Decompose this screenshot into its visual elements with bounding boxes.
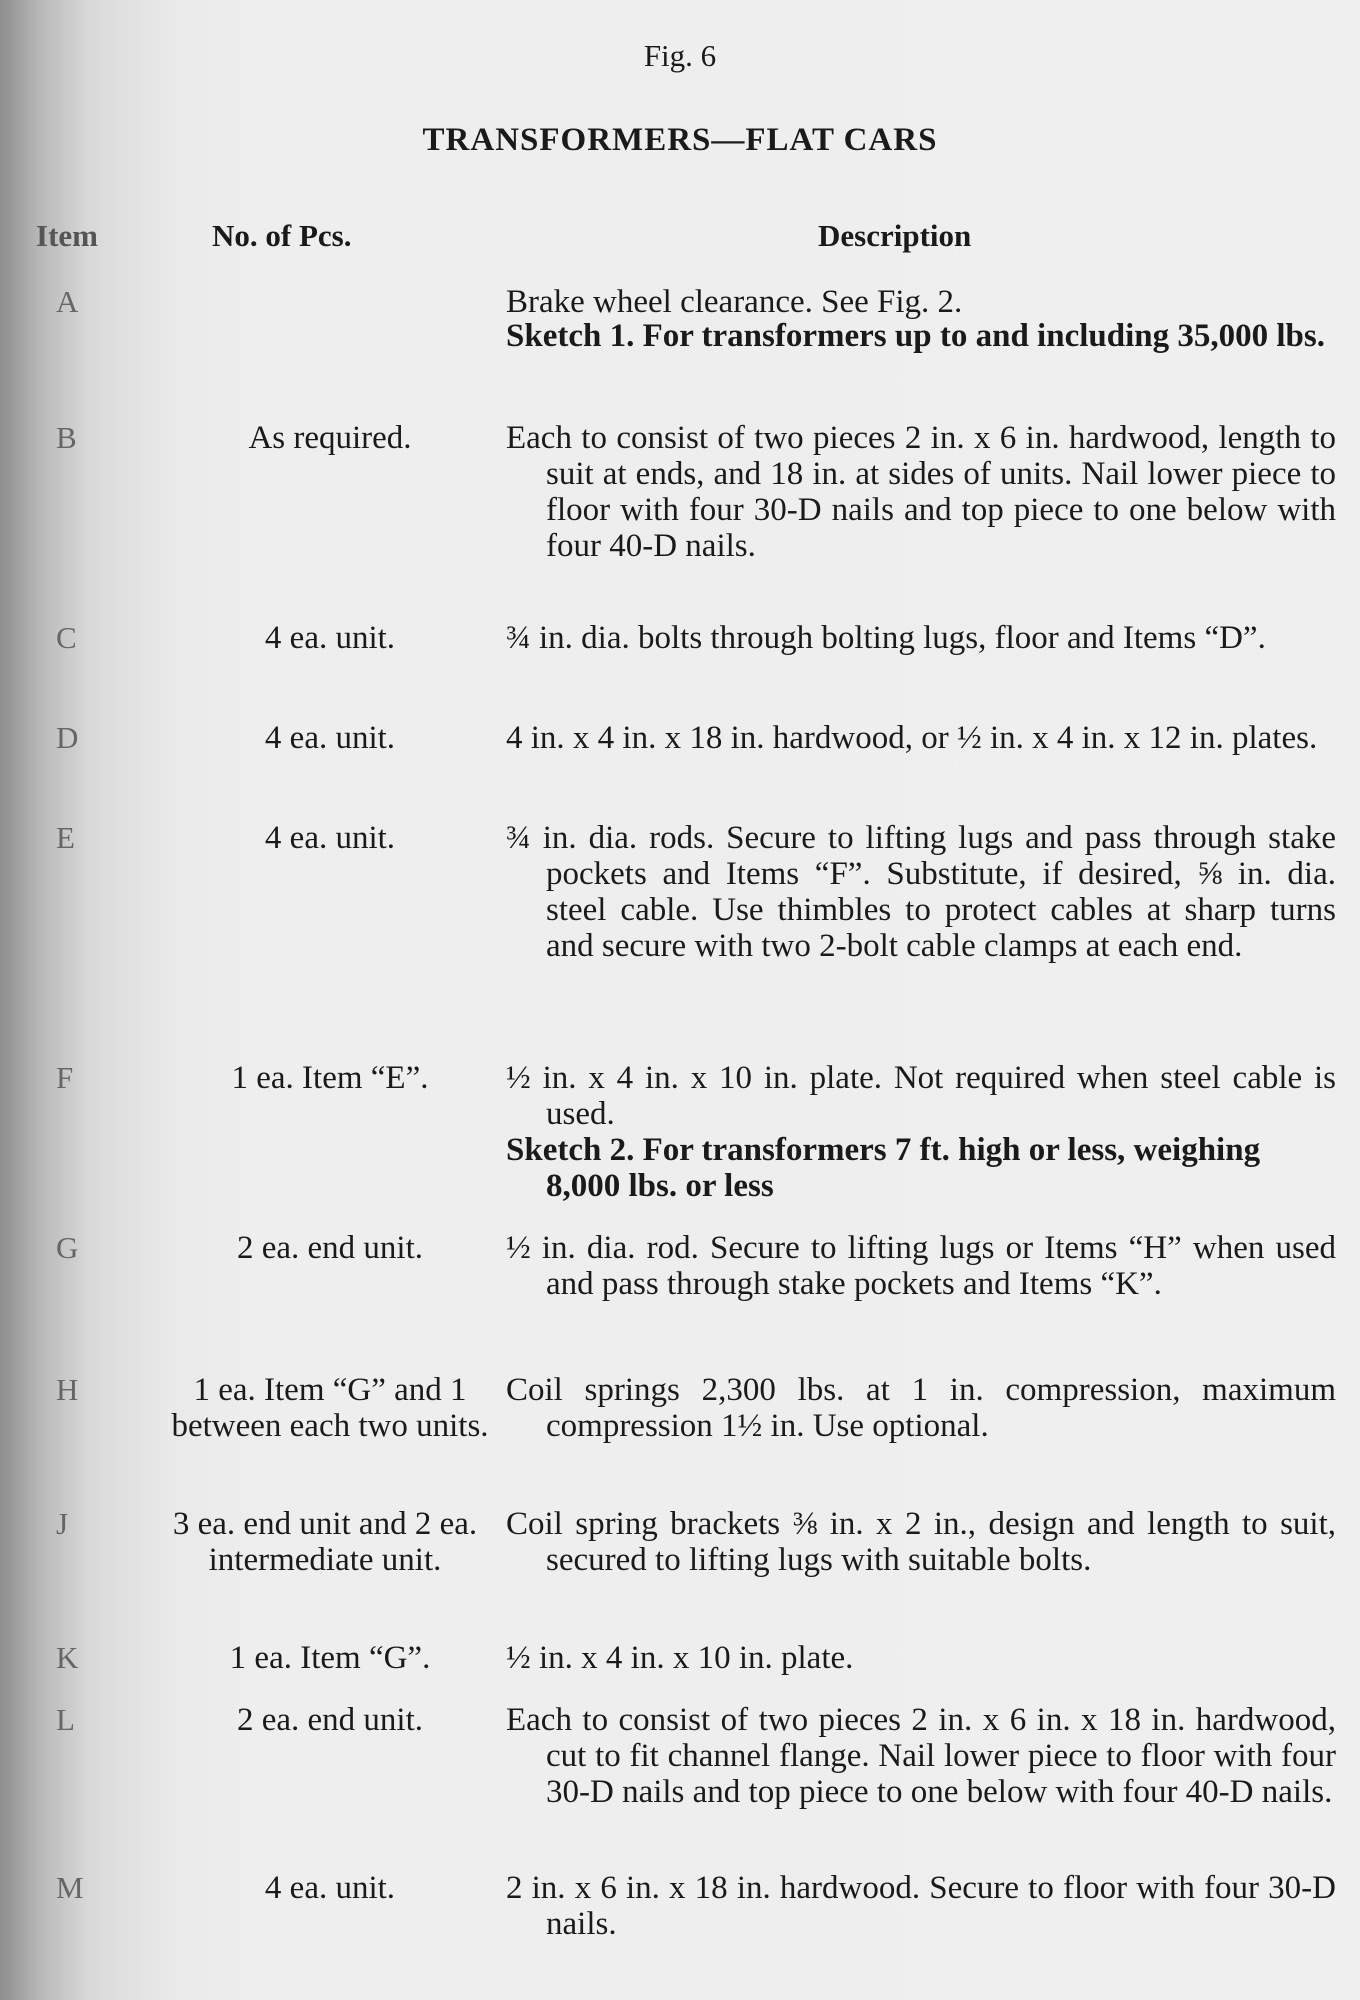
page-title: TRANSFORMERS—FLAT CARS [422, 122, 938, 158]
item-description: Coil springs 2,300 lbs. at 1 in. compression, maximum compression 1½ in. Use optional. [506, 1372, 1336, 1444]
item-description: Each to consist of two pieces 2 in. x 6 in. hardwood, length to suit at ends, and 18 in. at sides of units. Nail lower piece to floor with four 30-D nails and top piece to one below with four 40-D nails. [506, 420, 1336, 564]
item-pieces: 4 ea. unit. [264, 720, 396, 756]
figure-label: Fig. 6 [643, 38, 717, 73]
sketch-heading: Sketch 2. For transformers 7 ft. high or less, weighing 8,000 lbs. or less [506, 1132, 1261, 1204]
item-letter: A [56, 284, 79, 319]
item-description: ¾ in. dia. bolts through bolting lugs, floor and Items “D”. [506, 620, 1266, 656]
item-description: 4 in. x 4 in. x 18 in. hardwood, or ½ in. x 4 in. x 12 in. plates. [506, 720, 1318, 756]
column-header-item: Item [36, 218, 98, 253]
item-letter: E [56, 820, 75, 855]
item-description: ½ in. dia. rod. Secure to lifting lugs or Items “H” when used and pass through stake pockets and Items “K”. [506, 1230, 1336, 1302]
item-letter: L [56, 1702, 75, 1737]
item-letter: K [56, 1640, 79, 1675]
item-letter: H [56, 1372, 79, 1407]
item-letter: J [56, 1506, 69, 1541]
item-pieces: 2 ea. end unit. [236, 1230, 424, 1266]
item-description: Coil spring brackets ⅜ in. x 2 in., design and length to suit, secured to lifting lugs with suitable bolts. [506, 1506, 1336, 1578]
item-pieces: 2 ea. end unit. [236, 1702, 424, 1738]
item-description: ½ in. x 4 in. x 10 in. plate. [506, 1640, 854, 1676]
item-pieces: As required. [248, 420, 412, 456]
item-pieces: 1 ea. Item “E”. [231, 1060, 429, 1096]
item-pieces: 4 ea. unit. [264, 820, 396, 856]
sketch-heading: Sketch 1. For transformers up to and including 35,000 lbs. [506, 318, 1325, 354]
item-letter: C [56, 620, 77, 655]
item-letter: F [56, 1060, 74, 1095]
item-letter: D [56, 720, 79, 755]
item-letter: M [56, 1870, 84, 1905]
item-pieces: 3 ea. end unit and 2 ea. intermediate unit. [172, 1506, 478, 1578]
item-pieces: 1 ea. Item “G” and 1 between each two units. [171, 1372, 489, 1444]
item-letter: G [56, 1230, 79, 1265]
item-description: Each to consist of two pieces 2 in. x 6 in. x 18 in. hardwood, cut to fit channel flange. Nail lower piece to floor with four 30-D nails and top piece to one below with four 40-D nails. [506, 1702, 1336, 1810]
item-description: 2 in. x 6 in. x 18 in. hardwood. Secure to floor with four 30-D nails. [506, 1870, 1336, 1942]
column-header-description: Description [818, 218, 972, 253]
item-letter: B [56, 420, 77, 455]
column-header-pieces: No. of Pcs. [212, 218, 352, 253]
item-pieces: 4 ea. unit. [264, 620, 396, 656]
item-description: ½ in. x 4 in. x 10 in. plate. Not required when steel cable is used. [506, 1060, 1336, 1132]
item-description: ¾ in. dia. rods. Secure to lifting lugs and pass through stake pockets and Items “F”. Substitute, if desired, ⅝ in. dia. steel cable. Use thimbles to protect cables at sharp turns and secure with two 2-bolt cable clamps at each end. [506, 820, 1336, 964]
item-pieces: 1 ea. Item “G”. [229, 1640, 431, 1676]
item-description: Brake wheel clearance. See Fig. 2. [506, 284, 963, 320]
item-pieces: 4 ea. unit. [264, 1870, 396, 1906]
